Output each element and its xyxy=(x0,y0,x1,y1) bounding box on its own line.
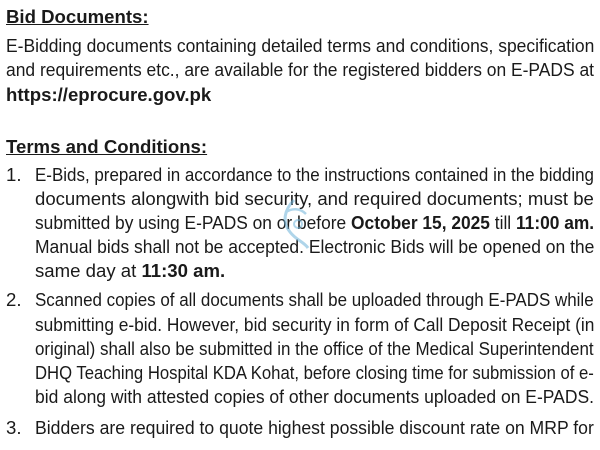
term-1-line-5 xyxy=(35,259,225,282)
terms-heading: Terms and Conditions: xyxy=(6,136,208,157)
term-2-line-1: Scanned copies of all documents shall be uploaded through E-PADS while xyxy=(35,289,594,310)
term-2-number: 2. xyxy=(6,289,22,310)
term-1-line-3-text: submitted by using E-PADS on or before xyxy=(35,212,352,233)
term-1-line-3 xyxy=(35,211,594,234)
term-3-number: 3. xyxy=(6,417,22,438)
term-2-line-2: submitting e-bid. However, bid security in form of Call Deposit Receipt (in xyxy=(35,314,595,335)
watermark-logo-icon xyxy=(276,198,312,250)
bid-documents-heading: Bid Documents: xyxy=(6,6,149,27)
term-1-line-1: E-Bids, prepared in accordance to the instructions contained in the bidding xyxy=(35,164,594,185)
term-1-line-2: documents alongwith bid security, and required documents; must be xyxy=(35,188,594,209)
term-2-line-4: DHQ Teaching Hospital KDA Kohat, before closing time for submission of e- xyxy=(35,362,594,383)
bid-documents-line-1: E-Bidding documents containing detailed terms and conditions, specification xyxy=(6,35,595,56)
term-2-line-3: original) shall also be submitted in the office of the Medical Superintendent xyxy=(35,338,594,359)
term-3-line-1: Bidders are required to quote highest possible discount rate on MRP for xyxy=(35,417,594,438)
submission-date: October 15, 2025 xyxy=(351,212,490,233)
submission-time: 11:00 am. xyxy=(515,212,595,233)
term-2-line-5: bid along with attested copies of other documents uploaded on E-PADS. xyxy=(35,386,594,407)
term-1-number: 1. xyxy=(6,164,22,185)
term-1-line-5-text: same day at xyxy=(35,260,142,281)
eprocure-link[interactable]: https://eprocure.gov.pk xyxy=(6,84,212,105)
term-1-line-4: Manual bids shall not be accepted. Electronic Bids will be opened on the xyxy=(35,236,595,257)
bid-documents-line-2: and requirements etc., are available for the registered bidders on E-PADS at xyxy=(6,59,595,80)
term-1-line-3-till: till xyxy=(489,212,516,233)
opening-time: 11:30 am. xyxy=(141,260,226,281)
